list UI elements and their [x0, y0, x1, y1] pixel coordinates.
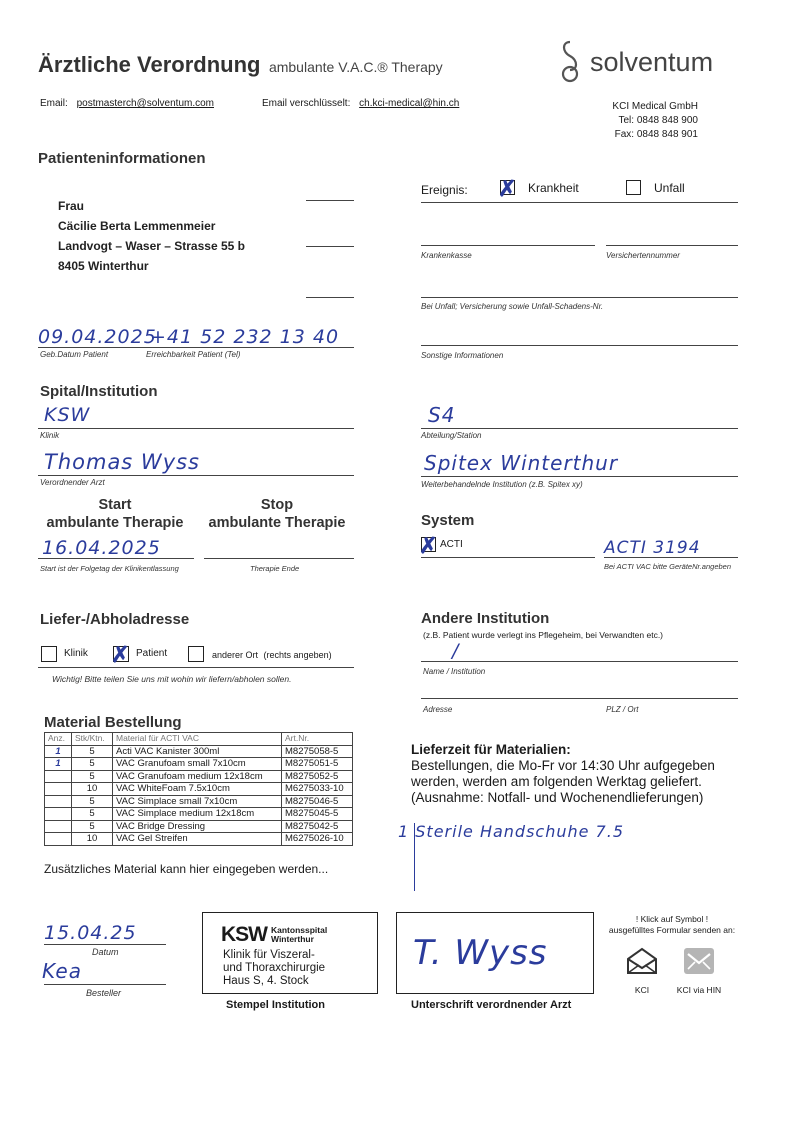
- material-pack-cell: 5: [72, 770, 113, 783]
- material-qty-cell[interactable]: [45, 770, 72, 783]
- material-name-cell: VAC Simplace small 7x10cm: [113, 795, 282, 808]
- stamp-header: [221, 923, 327, 947]
- dob-line: [38, 347, 354, 348]
- logo-text: solventum: [590, 46, 714, 77]
- email-label: Email:: [40, 98, 68, 109]
- delivery-line: [38, 667, 354, 668]
- start-heading-1: Start: [98, 497, 132, 513]
- additional-material-label: Zusätzliches Material kann hier eingegeben werden...: [44, 862, 329, 876]
- patient-line-1: [306, 200, 354, 201]
- other-info-caption: Sonstige Informationen: [421, 351, 504, 360]
- order-date-line: [44, 944, 166, 945]
- material-art-cell: M8275045-5: [282, 808, 353, 821]
- stamp-line-1: Klinik für Viszeral-: [223, 949, 315, 961]
- system-heading: System: [421, 512, 475, 529]
- orderer-signature[interactable]: Kea: [42, 959, 82, 983]
- solventum-logo: [556, 40, 713, 84]
- material-qty-cell[interactable]: [45, 783, 72, 796]
- material-row: [45, 808, 353, 821]
- material-row: [45, 745, 353, 758]
- patient-salutation: Frau: [58, 199, 85, 213]
- patient-address: [58, 196, 245, 276]
- material-qty-cell[interactable]: 1: [45, 745, 72, 758]
- material-qty-cell[interactable]: [45, 795, 72, 808]
- stamp-line-2: und Thoraxchirurgie: [223, 962, 326, 974]
- material-name-cell: Acti VAC Kanister 300ml: [113, 745, 282, 758]
- other-inst-note: (z.B. Patient wurde verlegt ins Pflegeheim, bei Verwandten etc.): [423, 630, 664, 640]
- other-inst-address-caption: Adresse: [423, 705, 453, 714]
- illness-label: Krankheit: [528, 181, 579, 195]
- system-line: [421, 557, 595, 558]
- delivery-patient-label: Patient: [136, 648, 168, 659]
- delivery-heading: Liefer-/Abholadresse: [40, 611, 190, 628]
- delivery-time-line-2: werden, werden am folgenden Werktag geliefert.: [411, 774, 702, 789]
- ksw-name-2: Winterthur: [271, 934, 314, 944]
- col-pack: Stk/Ktn.: [72, 733, 113, 746]
- material-pack-cell: 5: [72, 808, 113, 821]
- event-line: [421, 202, 738, 203]
- email-enc-row: [262, 98, 459, 109]
- col-art: Art.Nr.: [282, 733, 353, 746]
- doctor-signature[interactable]: T. Wyss: [413, 933, 548, 973]
- patient-street: Landvogt – Waser – Strasse 55 b: [58, 239, 245, 253]
- material-row: [45, 758, 353, 771]
- event-label: Ereignis:: [421, 183, 468, 197]
- col-material: Material für ACTI VAC: [113, 733, 282, 746]
- send-kci-hin-label: KCI via HIN: [676, 985, 722, 995]
- insured-no-line: [606, 245, 738, 246]
- col-qty: Anz.: [45, 733, 72, 746]
- email-enc-link[interactable]: ch.kci-medical@hin.ch: [359, 98, 460, 109]
- form-title: [38, 52, 443, 78]
- insurer-line: [421, 245, 595, 246]
- stop-heading-2: ambulante Therapie: [208, 515, 346, 531]
- delivery-patient-check-mark: ✗: [111, 642, 130, 667]
- material-table: [44, 732, 353, 846]
- send-note-1: ! Klick auf Symbol !: [635, 914, 709, 924]
- doctor-value[interactable]: Thomas Wyss: [44, 450, 201, 474]
- start-heading-2: ambulante Therapie: [46, 515, 184, 531]
- material-art-cell: M8275042-5: [282, 820, 353, 833]
- material-header-row: [45, 733, 353, 746]
- stop-heading: [202, 496, 352, 532]
- dob-caption: Geb.Datum Patient: [40, 350, 109, 359]
- patient-heading: Patienteninformationen: [38, 150, 206, 167]
- send-kci-button[interactable]: [626, 947, 658, 995]
- order-date-value[interactable]: 15.04.25: [44, 922, 137, 944]
- start-date-line: [38, 558, 194, 559]
- stamp-caption: Stempel Institution: [226, 999, 325, 1011]
- end-caption: Therapie Ende: [250, 564, 300, 573]
- patient-city: 8405 Winterthur: [58, 259, 149, 273]
- followup-value[interactable]: Spitex Winterthur: [424, 451, 619, 475]
- other-inst-name-caption: Name / Institution: [423, 667, 486, 676]
- device-no-line: [604, 557, 738, 558]
- send-kci-hin-button[interactable]: [676, 947, 722, 995]
- ksw-name-1: Kantonsspital: [271, 925, 328, 935]
- material-art-cell: M8275051-5: [282, 758, 353, 771]
- material-heading: Material Bestellung: [44, 714, 182, 731]
- patient-line-3: [306, 297, 354, 298]
- accident-label: Unfall: [654, 181, 685, 195]
- material-pack-cell: 5: [72, 820, 113, 833]
- material-name-cell: VAC Simplace medium 12x18cm: [113, 808, 282, 821]
- title-text: Ärztliche Verordnung: [38, 52, 261, 77]
- other-info-line: [421, 345, 738, 346]
- material-row: [45, 783, 353, 796]
- start-caption: Start ist der Folgetag der Klinikentlassung: [40, 564, 179, 573]
- material-name-cell: VAC Granufoam medium 12x18cm: [113, 770, 282, 783]
- patient-name: Cäcilie Berta Lemmenmeier: [58, 219, 216, 233]
- material-qty-cell[interactable]: [45, 820, 72, 833]
- delivery-other-checkbox[interactable]: [188, 646, 204, 662]
- insured-no-caption: Versichertennummer: [606, 251, 680, 260]
- material-pack-cell: 5: [72, 745, 113, 758]
- material-pack-cell: 5: [72, 758, 113, 771]
- other-inst-name-line: [421, 661, 738, 662]
- ward-line: [421, 428, 738, 429]
- email-row: [40, 98, 214, 109]
- accident-line: [421, 297, 738, 298]
- delivery-other-note: (rechts angeben): [263, 650, 332, 660]
- start-heading: [40, 496, 190, 532]
- subtitle-text: ambulante V.A.C.® Therapy: [268, 59, 443, 75]
- device-no-value[interactable]: ACTI 3194: [604, 538, 701, 558]
- orderer-line: [44, 984, 166, 985]
- ksw-name: [271, 926, 327, 944]
- doctor-signature-caption: Unterschrift verordnender Arzt: [411, 999, 572, 1011]
- illness-check-mark: ✗: [498, 176, 517, 201]
- stamp-lines: [223, 949, 325, 988]
- material-qty-cell[interactable]: 1: [45, 758, 72, 771]
- material-art-cell: M8275052-5: [282, 770, 353, 783]
- delivery-other-text: anderer Ort: [212, 650, 259, 660]
- accident-checkbox[interactable]: [626, 180, 641, 195]
- ward-value[interactable]: S4: [428, 403, 456, 427]
- material-pack-cell: 10: [72, 833, 113, 846]
- material-name-cell: VAC Gel Streifen: [113, 833, 282, 846]
- followup-line: [421, 476, 738, 477]
- solventum-s-icon: [556, 40, 584, 84]
- start-date-value[interactable]: 16.04.2025: [42, 537, 161, 559]
- material-pack-cell: 5: [72, 795, 113, 808]
- material-art-cell: M6275026-10: [282, 833, 353, 846]
- doctor-caption: Verordnender Arzt: [40, 478, 105, 487]
- email-enc-label: Email verschlüsselt:: [262, 98, 351, 109]
- company-tel: Tel: 0848 848 900: [618, 115, 698, 126]
- other-inst-name-value[interactable]: /: [452, 640, 460, 662]
- company-name: KCI Medical GmbH: [612, 101, 698, 112]
- material-name-cell: VAC Granufoam small 7x10cm: [113, 758, 282, 771]
- material-row: [45, 770, 353, 783]
- device-no-caption: Bei ACTI VAC bitte GeräteNr.angeben: [604, 562, 732, 571]
- institution-stamp-box: [202, 912, 378, 994]
- material-name-cell: VAC Bridge Dressing: [113, 820, 282, 833]
- material-name-cell: VAC WhiteFoam 7.5x10cm: [113, 783, 282, 796]
- accident-caption: Bei Unfall; Versicherung sowie Unfall-Schadens-Nr.: [421, 302, 604, 311]
- material-qty-cell[interactable]: [45, 808, 72, 821]
- patient-line-2: [306, 246, 354, 247]
- clinic-value[interactable]: KSW: [44, 404, 91, 426]
- material-art-cell: M6275033-10: [282, 783, 353, 796]
- delivery-time-line-1: Bestellungen, die Mo-Fr vor 14:30 Uhr aufgegeben: [411, 758, 715, 773]
- insurer-caption: Krankenkasse: [421, 251, 472, 260]
- material-row: [45, 795, 353, 808]
- delivery-time-line-3: (Ausnahme: Notfall- und Wochenendlieferungen): [411, 790, 704, 805]
- followup-caption: Weiterbehandelnde Institution (z.B. Spitex xy): [421, 480, 583, 489]
- end-date-line: [204, 558, 354, 559]
- stamp-line-3: Haus S, 4. Stock: [223, 975, 309, 987]
- other-inst-address-line: [421, 698, 738, 699]
- delivery-clinic-checkbox[interactable]: [41, 646, 57, 662]
- material-row: [45, 833, 353, 846]
- material-qty-cell[interactable]: [45, 833, 72, 846]
- clinic-line: [38, 428, 354, 429]
- doctor-line: [38, 475, 354, 476]
- delivery-note: Wichtig! Bitte teilen Sie uns mit wohin wir liefern/abholen sollen.: [52, 674, 292, 684]
- material-art-cell: M8275046-5: [282, 795, 353, 808]
- delivery-other-label: [212, 650, 332, 660]
- material-row: [45, 820, 353, 833]
- stop-heading-1: Stop: [260, 497, 294, 513]
- other-inst-heading: Andere Institution: [421, 610, 550, 627]
- order-date-caption: Datum: [92, 947, 119, 957]
- orderer-caption: Besteller: [86, 988, 122, 998]
- email-link[interactable]: postmasterch@solventum.com: [76, 98, 214, 109]
- material-pack-cell: 10: [72, 783, 113, 796]
- send-note-2: ausgefülltes Formular senden an:: [608, 925, 736, 935]
- delivery-time-block: [411, 742, 715, 806]
- phone-value[interactable]: +41 52 232 13 40: [150, 326, 340, 348]
- send-note: [602, 914, 742, 936]
- delivery-clinic-label: Klinik: [64, 648, 88, 659]
- company-block: [600, 100, 698, 142]
- hospital-heading: Spital/Institution: [40, 383, 158, 400]
- hin-envelope-icon: [683, 947, 715, 975]
- acti-check-mark: ✗: [419, 533, 438, 558]
- company-fax: Fax: 0848 848 901: [614, 129, 698, 140]
- other-inst-zip-caption: PLZ / Ort: [606, 705, 639, 714]
- acti-label: ACTI: [440, 539, 463, 550]
- dob-value[interactable]: 09.04.2025: [38, 326, 157, 348]
- send-kci-label: KCI: [634, 985, 650, 995]
- envelope-icon: [626, 947, 658, 975]
- delivery-time-heading: Lieferzeit für Materialien:: [411, 742, 571, 757]
- additional-material-value[interactable]: 1 Sterile Handschuhe 7.5: [398, 822, 624, 841]
- ward-caption: Abteilung/Station: [421, 431, 482, 440]
- phone-caption: Erreichbarkeit Patient (Tel): [146, 350, 241, 359]
- doctor-signature-box: [396, 912, 594, 994]
- clinic-caption: Klinik: [40, 431, 60, 440]
- material-art-cell: M8275058-5: [282, 745, 353, 758]
- ksw-logo-text: KSW: [221, 923, 267, 946]
